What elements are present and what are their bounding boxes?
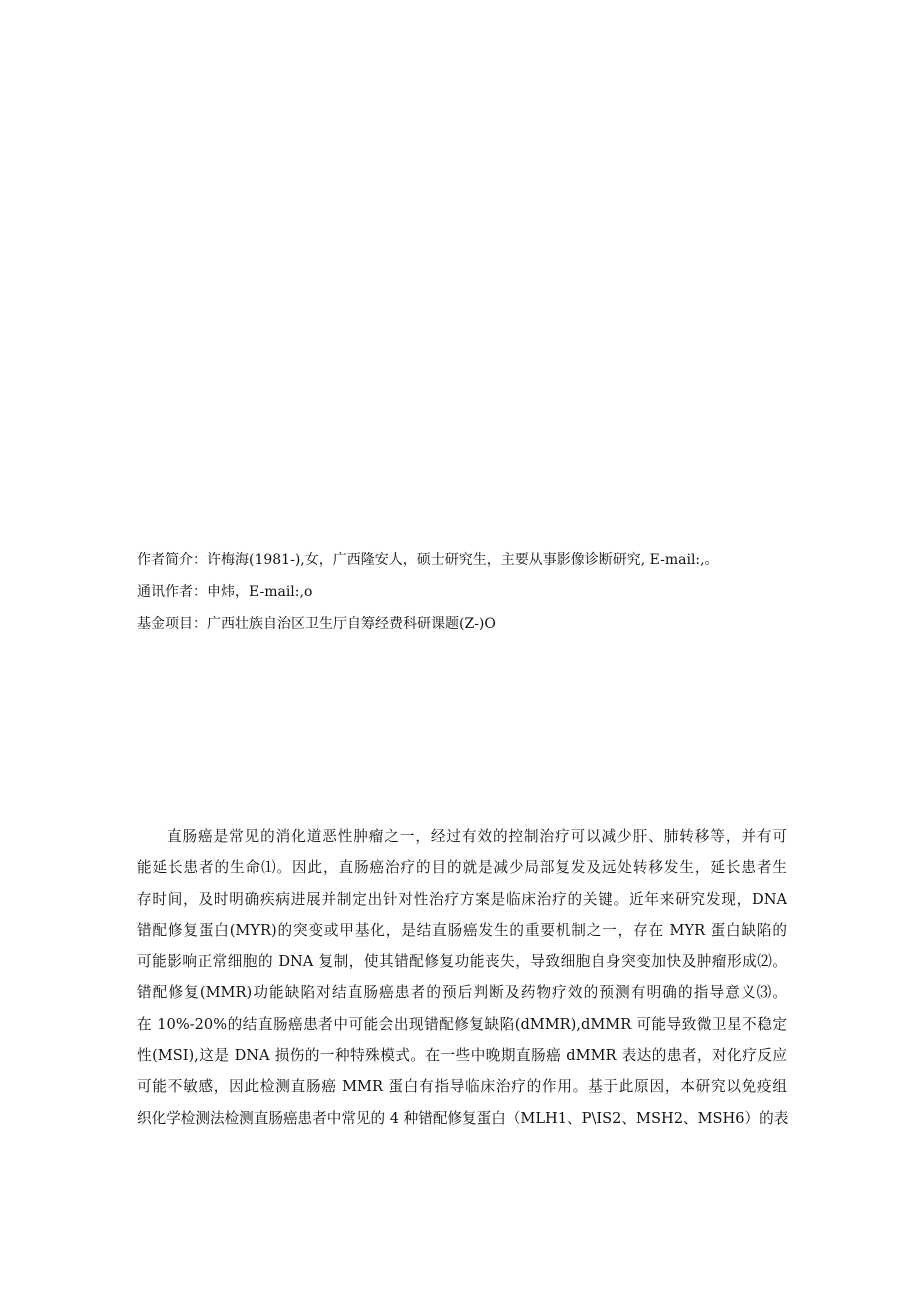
- author-intro-note: 作者简介：许梅海(1981-),女，广西隆安人，硕士研究生，主要从事影像诊断研究, E-mail:,。: [137, 552, 719, 568]
- paragraph-line: 存时间，及时明确疾病进展并制定出针对性治疗方案是临床治疗的关键。近年来研究发现，DNA: [137, 890, 787, 908]
- paragraph-line: 可能影响正常细胞的 DNA 复制，使其错配修复功能丧失，导致细胞自身突变加快及肿瘤形成⑵。: [137, 953, 787, 971]
- paragraph-line: 能延长患者的生命⑴。因此，直肠癌治疗的目的就是减少局部复发及远处转移发生，延长患者生: [137, 859, 787, 877]
- footnote-block: [137, 550, 797, 646]
- paragraph-line: 可能不敏感，因此检测直肠癌 MMR 蛋白有指导临床治疗的作用。基于此原因，本研究以免疫组: [137, 1078, 787, 1096]
- body-paragraph: [137, 827, 787, 1140]
- paragraph-line: 织化学检测法检测直肠癌患者中常见的 4 种错配修复蛋白（MLH1、P\IS2、MSH2、MSH6）的表: [137, 1109, 789, 1127]
- fund-project-note: 基金项目：广西壮族自治区卫生厅自筹经费科研课题(Z-)O: [137, 616, 496, 632]
- corresponding-author-note: 通讯作者：申炜，E-mail:,o: [137, 584, 313, 600]
- paragraph-line: 性(MSI),这是 DNA 损伤的一种特殊模式。在一些中晚期直肠癌 dMMR 表达的患者，对化疗反应: [137, 1047, 787, 1065]
- paragraph-line: 错配修复蛋白(MYR)的突变或甲基化，是结直肠癌发生的重要机制之一，存在 MYR 蛋白缺陷的: [137, 921, 787, 939]
- paragraph-line: 直肠癌是常见的消化道恶性肿瘤之一，经过有效的控制治疗可以减少肝、肺转移等，并有可: [167, 828, 787, 845]
- paragraph-line: 错配修复(MMR)功能缺陷对结直肠癌患者的预后判断及药物疗效的预测有明确的指导意义⑶。: [137, 984, 787, 1002]
- paragraph-line: 在 10%-20%的结直肠癌患者中可能会出现错配修复缺陷(dMMR),dMMR 可能导致微卫星不稳定: [137, 1015, 787, 1033]
